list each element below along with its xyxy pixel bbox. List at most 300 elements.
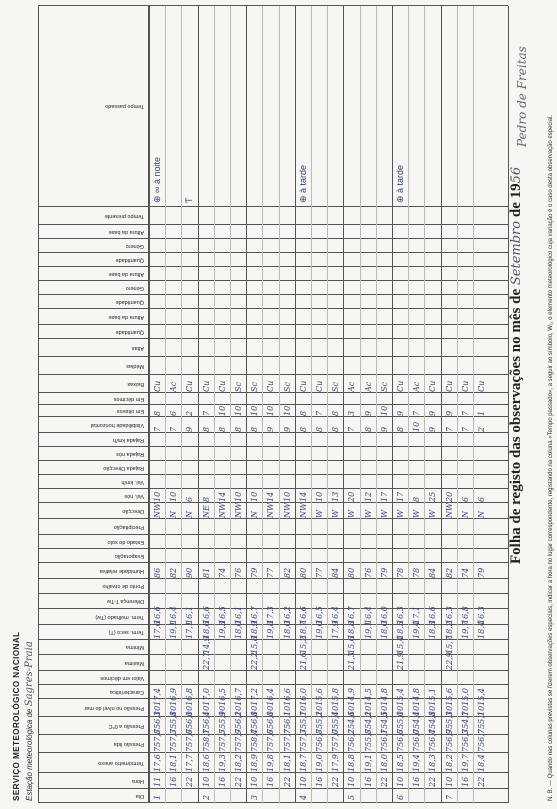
cell-visibility: 8: [217, 426, 227, 432]
column-rule: [38, 548, 508, 549]
cell-cloud-low: Cu: [477, 380, 486, 392]
cell-dry-temp: 19,0: [315, 621, 324, 639]
column-header-alt: Altura da base: [108, 314, 144, 320]
cell-wind-speed: 20: [347, 491, 357, 502]
column-rule: [38, 639, 508, 640]
row-rule: [360, 6, 361, 803]
cell-cloud-low: Ac: [169, 381, 179, 392]
column-header-max: Máxima: [124, 660, 144, 666]
cell-pressure-0c: 755,0: [396, 711, 405, 734]
column-header-a2: Altura da base: [108, 229, 144, 235]
cell-hour: 22: [331, 776, 341, 787]
row-rule: [376, 6, 377, 803]
cell-wind-speed: 10: [315, 491, 324, 502]
cell-pressure-0c: 756,0: [185, 711, 195, 734]
cell-cloud-low: Cu: [201, 380, 211, 392]
cell-hour: 16: [169, 776, 179, 787]
column-header-valor: Valor em décimos: [100, 675, 144, 681]
cell-humidity: 84: [428, 567, 438, 578]
cell-humidity: 78: [412, 567, 422, 578]
cell-dry-temp: 18,4: [477, 621, 486, 639]
cell-day: 4: [298, 794, 308, 800]
cell-pressure-0c: 755,8: [169, 711, 179, 734]
cell-pressure-0c: 756,0: [266, 711, 276, 734]
cell-pressure-0c: 756,8: [250, 711, 260, 734]
column-rule: [38, 374, 508, 375]
cell-dry-temp: 18,0: [234, 621, 243, 639]
cell-cloud-octas: 10: [217, 405, 227, 416]
column-rule: [38, 534, 508, 535]
cell-pressure-0c: 756,1: [282, 711, 292, 734]
cell-thermometer: 19,7: [460, 754, 470, 772]
cell-thermometer: 18,3: [428, 754, 438, 772]
cell-pressure-0c: 754,7: [460, 711, 470, 734]
cell-pressure-sea: 1016,9: [169, 688, 179, 716]
cell-visibility: 8: [201, 426, 211, 432]
column-rule: [38, 788, 508, 789]
cell-wet-temp: 16,4: [331, 606, 341, 624]
column-rule: [38, 5, 508, 6]
cell-visibility: 7: [169, 426, 179, 432]
cell-visibility: 8: [363, 426, 373, 432]
cell-pressure-sea: 1017,2: [250, 688, 260, 716]
cell-hour: 10: [396, 776, 405, 787]
cell-wind-speed: 8: [201, 496, 211, 502]
cell-pressure-read: 757,7: [282, 729, 292, 752]
cell-visibility: 7: [460, 426, 470, 432]
cell-pressure-read: 757,9: [234, 729, 243, 752]
row-rule: [295, 6, 296, 803]
cell-visibility: 8: [298, 426, 308, 432]
cell-day: 2: [201, 794, 211, 800]
column-rule: [38, 224, 508, 225]
footnote: N. B. — Quando nas colunas previstas se fizerem observações especiais, indicar a hora no lugar correspondente, registando na coluna «Tempo passado», a seguir ao símbolo, W₁, o elemento meteorológico cuja variação é o caso desta observação especial.: [548, 114, 554, 801]
column-rule: [38, 474, 508, 475]
cell-dry-temp: 19,7: [460, 621, 470, 639]
column-rule: [38, 432, 508, 433]
cell-tmax: 21,9: [396, 652, 405, 670]
cell-humidity: 82: [169, 567, 179, 578]
cell-visibility: 9: [185, 426, 195, 432]
cell-visibility: 9: [266, 426, 276, 432]
cell-cloud-low: Cu: [266, 380, 276, 392]
cell-dry-temp: 18,7: [298, 621, 308, 639]
cell-weather-past: ⊕ ∞ à noite: [152, 157, 162, 203]
cell-wet-temp: 16,7: [250, 606, 260, 624]
column-header-hum: Humidade relativa: [99, 568, 144, 574]
cell-pressure-sea: 1014,9: [347, 688, 357, 716]
cell-cloud-octas: 10: [250, 405, 260, 416]
cell-thermometer: 18,8: [347, 754, 357, 772]
year-prefix: de 19: [508, 183, 524, 218]
column-header-baixas: Baixas: [127, 381, 144, 387]
column-header-vis: Visibilidade horizontal: [90, 422, 144, 428]
cell-visibility: 7: [153, 426, 162, 432]
cell-cloud-low: Ac: [363, 381, 373, 392]
column-rule: [38, 670, 508, 671]
cell-humidity: 76: [234, 567, 243, 578]
cell-tmax: 22,2: [250, 652, 260, 670]
cell-visibility: 9: [282, 426, 292, 432]
cell-pressure-0c: 754,4: [412, 711, 422, 734]
cell-cloud-low: Cu: [315, 380, 324, 392]
cell-wet-temp: 16,5: [315, 606, 324, 624]
cell-visibility: 8: [234, 426, 243, 432]
cell-wind-dir: N: [250, 511, 260, 518]
column-header-lida: Pressão lida: [113, 741, 144, 747]
cell-humidity: 80: [347, 567, 357, 578]
cell-dry-temp: 17,1: [185, 621, 195, 639]
cell-wind-speed: 14: [266, 491, 276, 502]
row-rule: [473, 6, 474, 803]
cell-pressure-sea: 1015,0: [460, 688, 470, 716]
cell-humidity: 80: [298, 567, 308, 578]
column-rule: [38, 488, 508, 489]
cell-cloud-low: Cu: [396, 380, 405, 392]
cell-humidity: 79: [379, 567, 389, 578]
column-header-p0: Pressão a 0°C: [108, 723, 144, 729]
cell-pressure-0c: 756,4: [201, 711, 211, 734]
cell-hour: 16: [266, 776, 276, 787]
cell-thermometer: 17,7: [185, 754, 195, 772]
cell-visibility: 10: [412, 421, 422, 432]
cell-cloud-octas: 9: [444, 410, 454, 416]
cell-cloud-low: Ac: [412, 381, 422, 392]
column-rule: [38, 392, 508, 393]
row-rule: [408, 6, 409, 803]
column-rule: [38, 562, 508, 563]
row-rule: [181, 6, 182, 803]
cell-dry-temp: 19,1: [169, 621, 179, 639]
cell-day: 3: [250, 794, 260, 800]
column-rule: [38, 252, 508, 253]
column-rule: [38, 460, 508, 461]
cell-hour: 22: [282, 776, 292, 787]
cell-wet-temp: 17,1: [412, 606, 422, 624]
cell-pressure-sea: 1014,5: [363, 688, 373, 716]
cell-wind-dir: NW: [266, 502, 276, 518]
row-rule: [424, 6, 425, 803]
cell-wind-dir: N: [169, 511, 179, 518]
row-rule: [262, 6, 263, 803]
row-rule: [149, 6, 150, 803]
cell-hour: 10: [347, 776, 357, 787]
cell-pressure-sea: 1015,4: [396, 688, 405, 716]
row-rule: [279, 6, 280, 803]
cell-wind-speed: 17: [379, 491, 389, 502]
cell-hour: 16: [363, 776, 373, 787]
cell-dry-temp: 18,2: [444, 621, 454, 639]
cell-visibility: 8: [331, 426, 341, 432]
column-header-a1: Altura da base: [108, 271, 144, 277]
cell-wind-speed: 14: [217, 491, 227, 502]
cell-wind-speed: 12: [363, 491, 373, 502]
cell-pressure-sea: 1016,5: [217, 688, 227, 716]
cell-wind-dir: N: [477, 511, 486, 518]
cell-cloud-low: Sc: [282, 382, 292, 392]
cell-pressure-0c: 755,9: [217, 711, 227, 734]
cell-thermometer: 17,6: [153, 754, 162, 772]
cell-pressure-0c: 754,8: [428, 711, 438, 734]
column-rule: [38, 802, 508, 803]
cell-humidity: 77: [266, 567, 276, 578]
column-rule: [38, 206, 508, 207]
row-rule: [343, 6, 344, 803]
cell-humidity: 90: [185, 567, 195, 578]
column-rule: [38, 280, 508, 281]
year-suffix: 56: [509, 166, 524, 184]
cell-cloud-octas: 6: [169, 410, 179, 416]
cell-wind-dir: NW: [444, 502, 454, 518]
cell-pressure-sea: 1014,8: [379, 688, 389, 716]
cell-weather-past: ⊕ à tarde: [395, 164, 405, 203]
cell-wet-temp: 16,6: [201, 606, 211, 624]
column-header-g2: Género: [125, 243, 144, 249]
cell-pressure-read: 756,0: [412, 729, 422, 752]
cell-cloud-octas: 10: [379, 405, 389, 416]
cell-wet-temp: 16,8: [460, 606, 470, 624]
cell-wind-dir: W: [347, 509, 357, 518]
column-header-q1: Quantidade: [115, 299, 144, 305]
cell-tmax: 22,7: [201, 652, 211, 670]
cell-pressure-read: 757,6: [266, 729, 276, 752]
cell-wind-speed: 17: [396, 491, 405, 502]
cell-pressure-read: 755,8: [363, 729, 373, 752]
column-header-molh: Term. molhado (Tw): [95, 614, 144, 620]
column-header-tp: Tempo presente: [104, 213, 144, 219]
column-header-seco: Term. seco (T): [108, 629, 144, 636]
column-rule: [38, 578, 508, 579]
cell-cloud-low: Cu: [153, 380, 162, 392]
column-rule: [38, 238, 508, 239]
cell-pressure-read: 757,6: [185, 729, 195, 752]
column-header-oct: Em oitavos: [116, 408, 144, 414]
cell-pressure-read: 757,5: [217, 729, 227, 752]
cell-wind-speed: 10: [153, 491, 162, 502]
cell-thermometer: 19,8: [266, 754, 276, 772]
column-rule: [38, 654, 508, 655]
cell-humidity: 78: [396, 567, 405, 578]
cell-day: 6: [396, 794, 405, 800]
cell-wet-temp: 16,1: [234, 606, 243, 624]
cell-hour: 22: [379, 776, 389, 787]
column-rule: [38, 356, 508, 357]
column-header-dia: Dia: [135, 793, 144, 799]
cell-dry-temp: 18,8: [347, 621, 357, 639]
cell-thermometer: 19,1: [363, 754, 373, 772]
cell-day: 7: [444, 794, 454, 800]
cell-visibility: 9: [428, 426, 438, 432]
cell-dry-temp: 18,9: [250, 621, 260, 639]
cell-wind-speed: 8: [412, 496, 422, 502]
cell-wet-temp: 16,5: [217, 606, 227, 624]
cell-visibility: 2: [477, 426, 486, 432]
cell-pressure-read: 756,4: [428, 729, 438, 752]
column-rule: [38, 446, 508, 447]
cell-cloud-octas: 1: [477, 410, 486, 416]
cell-wind-dir: N: [185, 511, 195, 518]
row-rule: [198, 6, 199, 803]
column-header-evap: Evaporação: [114, 553, 144, 559]
cell-wind-dir: NE: [201, 505, 211, 518]
cell-hour: 10: [298, 776, 308, 787]
cell-humidity: 82: [444, 567, 454, 578]
cell-dry-temp: 19,8: [266, 621, 276, 639]
cell-pressure-sea: 1016,4: [266, 688, 276, 716]
title-text: Folha de registo das observações no mês de: [508, 288, 524, 564]
cell-hour: 22: [428, 776, 438, 787]
cell-thermometer: 18,1: [282, 754, 292, 772]
column-rule: [38, 772, 508, 773]
column-header-medias: Médias: [126, 363, 144, 369]
cell-wet-temp: 16,1: [185, 606, 195, 624]
cell-tmin: 14,9: [201, 636, 211, 654]
cell-wind-dir: W: [412, 509, 422, 518]
cell-pressure-sea: 1015,6: [315, 688, 324, 716]
cell-humidity: 84: [331, 567, 341, 578]
cell-thermometer: 19,0: [315, 754, 324, 772]
table-bottom-rule: [508, 6, 509, 803]
column-rule: [38, 752, 508, 753]
cell-thermometer: 18,7: [298, 754, 308, 772]
cell-cloud-low: Sc: [331, 382, 341, 392]
column-header-hora: Hora: [132, 778, 144, 784]
column-header-nmar: Pressão no nível do mar: [84, 705, 144, 711]
cell-dry-temp: 19,4: [412, 621, 422, 639]
cell-pressure-read: 758,4: [250, 729, 260, 752]
cell-humidity: 74: [217, 567, 227, 578]
cell-pressure-sea: 1015,6: [444, 688, 454, 716]
cell-weather-past: Ƭ: [184, 197, 195, 203]
cell-cloud-octas: 10: [282, 405, 292, 416]
cell-pressure-read: 757,3: [298, 729, 308, 752]
cell-wind-speed: 6: [460, 496, 470, 502]
cell-pressure-read: 757,0: [331, 729, 341, 752]
cell-day: 5: [347, 794, 357, 800]
column-header-orv: Ponto de orvalho: [102, 583, 144, 590]
cell-pressure-0c: 754,5: [379, 711, 389, 734]
column-rule: [38, 294, 508, 295]
row-rule: [327, 6, 328, 803]
cell-cloud-octas: 3: [347, 410, 357, 416]
cell-cloud-low: Cu: [217, 380, 227, 392]
cell-dry-temp: 19,1: [363, 621, 373, 639]
cell-pressure-sea: 1016,7: [234, 688, 243, 716]
cell-pressure-read: 757,3: [169, 729, 179, 752]
column-header-solo: Estado do solo: [107, 539, 144, 545]
cell-wind-speed: 20: [444, 491, 454, 502]
column-header-dec: Em décimos: [113, 396, 144, 402]
cell-pressure-read: 758,1: [201, 729, 211, 752]
cell-wet-temp: 16,6: [153, 606, 162, 624]
cell-wet-temp: 16,0: [379, 606, 389, 624]
column-rule: [38, 308, 508, 309]
cell-pressure-0c: 755,4: [331, 711, 341, 734]
cell-pressure-read: 756,7: [477, 729, 486, 752]
cell-wet-temp: 16,6: [298, 606, 308, 624]
table-top-rule: [38, 6, 39, 803]
cell-wind-speed: 6: [477, 496, 486, 502]
cell-pressure-sea: 1016,0: [298, 688, 308, 716]
cell-tmax: 21,6: [298, 652, 308, 670]
cell-humidity: 77: [315, 567, 324, 578]
cell-pressure-0c: 754,2: [363, 711, 373, 734]
cell-cloud-octas: 7: [201, 410, 211, 416]
cell-tmin: 15,4: [396, 636, 405, 654]
column-header-rnos: Rajada nós: [116, 451, 144, 457]
cell-cloud-low: Ac: [347, 381, 357, 392]
cell-tmax: 22,9: [444, 652, 454, 670]
cell-visibility: 9: [379, 426, 389, 432]
cell-pressure-read: 756,2: [347, 729, 357, 752]
column-header-prec: Precipitação: [113, 524, 144, 530]
station-line: [24, 641, 35, 801]
cell-wind-dir: NW: [282, 502, 292, 518]
cell-dry-temp: 18,0: [282, 621, 292, 639]
cell-wind-dir: W: [428, 509, 438, 518]
cell-pressure-0c: 755,1: [477, 711, 486, 734]
cell-pressure-0c: 755,2: [315, 711, 324, 734]
row-rule: [441, 6, 442, 803]
cell-wind-dir: W: [396, 509, 405, 518]
cell-tmin: 15,6: [347, 636, 357, 654]
cell-visibility: 7: [347, 426, 357, 432]
cell-wind-dir: W: [379, 509, 389, 518]
cell-thermometer: 18,1: [169, 754, 179, 772]
cell-hour: 10: [201, 776, 211, 787]
cell-hour: 16: [412, 776, 422, 787]
column-header-rkm: Rajada km/h: [113, 437, 144, 443]
cell-wind-dir: W: [331, 509, 341, 518]
cell-thermometer: 18,6: [201, 754, 211, 772]
cell-visibility: 8: [396, 426, 405, 432]
cell-humidity: 79: [477, 567, 486, 578]
cell-thermometer: 18,9: [250, 754, 260, 772]
cell-hour: 10: [444, 776, 454, 787]
cell-humidity: 81: [201, 567, 211, 578]
cell-pressure-read: 757,8: [153, 729, 162, 752]
cell-pressure-sea: 1014,8: [412, 688, 422, 716]
cell-tmin: 15,2: [298, 636, 308, 654]
cell-thermometer: 19,4: [412, 754, 422, 772]
cell-wind-speed: 10: [234, 491, 243, 502]
cell-cloud-low: Cu: [460, 380, 470, 392]
column-rule: [38, 684, 508, 685]
cell-wind-dir: NW: [153, 502, 162, 518]
cell-wet-temp: 17,3: [266, 606, 276, 624]
cell-cloud-low: Cu: [185, 380, 195, 392]
cell-wind-dir: W: [363, 509, 373, 518]
cell-hour: 22: [477, 776, 486, 787]
row-rule: [392, 6, 393, 803]
column-header-vkm: Vel. km/h: [121, 479, 144, 485]
cell-dry-temp: 17,9: [331, 621, 341, 639]
cell-cloud-octas: 7: [412, 410, 422, 416]
cell-wind-speed: 25: [428, 491, 438, 502]
cell-wet-temp: 16,3: [396, 606, 405, 624]
column-header-termometro: Termómetro anexo: [98, 760, 144, 766]
column-header-q2: Quantidade: [115, 257, 144, 263]
cell-dry-temp: 17,6: [153, 621, 162, 639]
cell-thermometer: 18,2: [444, 754, 454, 772]
cell-wind-speed: 10: [169, 491, 179, 502]
column-rule: [38, 266, 508, 267]
cell-tmax: 21,3: [347, 652, 357, 670]
cell-hour: 22: [234, 776, 243, 787]
cell-thermometer: 18,2: [234, 754, 243, 772]
cell-pressure-read: 756,6: [396, 729, 405, 752]
month-name: Setembro: [509, 220, 524, 286]
